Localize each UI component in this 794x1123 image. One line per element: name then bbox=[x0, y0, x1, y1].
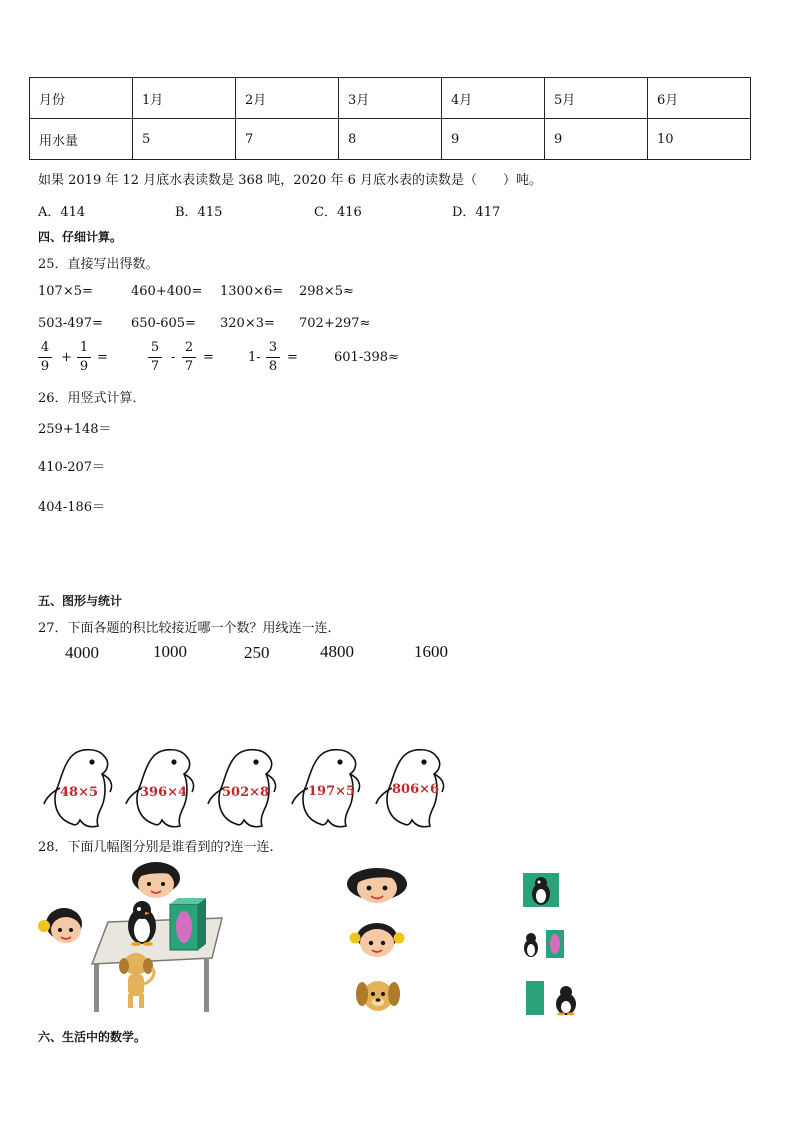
girl-face-icon bbox=[38, 908, 82, 943]
q25-expr: 460+400= bbox=[131, 284, 203, 299]
q25-expr: 107×5= bbox=[38, 284, 93, 299]
numerator: 4 bbox=[40, 340, 50, 355]
q24-option-b[interactable]: B．415 bbox=[175, 205, 223, 220]
table-cell: 6月 bbox=[648, 78, 751, 119]
table-cell: 8 bbox=[339, 119, 442, 160]
girl-face-icon[interactable] bbox=[349, 920, 405, 960]
table-cell: 4月 bbox=[442, 78, 545, 119]
q24-option-a[interactable]: A．414 bbox=[38, 205, 86, 220]
section-title: 六、生活中的数学。 bbox=[38, 1030, 147, 1044]
denominator: 8 bbox=[268, 359, 278, 374]
target-number[interactable]: 250 bbox=[244, 643, 270, 662]
table-cell: 月份 bbox=[30, 78, 133, 119]
table-cell: 2月 bbox=[236, 78, 339, 119]
fraction bbox=[77, 340, 91, 375]
boy-face-icon bbox=[132, 862, 180, 898]
fraction bbox=[182, 340, 196, 375]
table-row bbox=[30, 119, 751, 160]
table-cell: 9 bbox=[545, 119, 648, 160]
fraction bbox=[266, 340, 280, 375]
q28-title: 28．下面几幅图分别是谁看到的?连一连. bbox=[38, 840, 274, 855]
q26-title: 26．用竖式计算． bbox=[38, 391, 146, 406]
q27-title: 27．下面各题的积比较接近哪一个数？用线连一连． bbox=[38, 621, 341, 636]
numerator: 1 bbox=[79, 340, 89, 355]
table-cell: 10 bbox=[648, 119, 751, 160]
table-scene-illustration bbox=[36, 860, 226, 1020]
table-row bbox=[30, 78, 751, 119]
denominator: 7 bbox=[184, 359, 194, 374]
q25-expr: 298×5≈ bbox=[299, 284, 354, 299]
q25-expr: 650-605= bbox=[131, 316, 196, 331]
q26-item: 410-207＝ bbox=[38, 460, 106, 475]
target-number[interactable]: 1000 bbox=[153, 642, 187, 661]
view-penguin-front-icon[interactable] bbox=[522, 872, 560, 908]
q24-question: 如果 2019 年 12 月底水表读数是 368 吨，2020 年 6 月底水表的读数是（ ）吨。 bbox=[38, 173, 542, 188]
dolphin-expression[interactable]: 197×5 bbox=[308, 784, 356, 799]
q25-expr: 1300×6= bbox=[220, 284, 284, 299]
table-cell: 5 bbox=[133, 119, 236, 160]
operator: 1- bbox=[248, 350, 261, 365]
target-number[interactable]: 4000 bbox=[65, 643, 99, 662]
dog-face-icon[interactable] bbox=[355, 976, 401, 1016]
operator: + bbox=[61, 350, 72, 365]
q26-item: 404-186＝ bbox=[38, 500, 106, 515]
target-number[interactable]: 4800 bbox=[320, 642, 354, 661]
dolphin-expression[interactable]: 396×4 bbox=[140, 785, 188, 800]
section-title: 四、仔细计算。 bbox=[38, 230, 123, 244]
q24-option-d[interactable]: D．417 bbox=[452, 205, 501, 220]
numerator: 3 bbox=[268, 340, 278, 355]
denominator: 9 bbox=[79, 359, 89, 374]
denominator: 7 bbox=[150, 359, 160, 374]
table-cell: 9 bbox=[442, 119, 545, 160]
q25-expr: 320×3= bbox=[220, 316, 275, 331]
dog-icon bbox=[119, 953, 154, 1008]
q25-expr: 503-497= bbox=[38, 316, 103, 331]
section-title: 五、图形与统计 bbox=[38, 594, 123, 608]
numerator: 2 bbox=[184, 340, 194, 355]
boy-face-icon[interactable] bbox=[346, 866, 408, 906]
q25-expr: 702+297≈ bbox=[299, 316, 371, 331]
table-cell: 3月 bbox=[339, 78, 442, 119]
denominator: 9 bbox=[40, 359, 50, 374]
operator: - bbox=[171, 350, 176, 365]
numerator: 5 bbox=[150, 340, 160, 355]
dolphin-expression[interactable]: 502×8 bbox=[222, 785, 270, 800]
q25-expr: 601-398≈ bbox=[334, 350, 399, 365]
dolphin-expression[interactable]: 48×5 bbox=[60, 785, 99, 800]
table-cell: 用水量 bbox=[30, 119, 133, 160]
q26-item: 259+148＝ bbox=[38, 422, 112, 437]
q24-option-c[interactable]: C．416 bbox=[314, 205, 362, 220]
dolphin-expression[interactable]: 806×6 bbox=[392, 782, 440, 797]
view-box-penguin-icon[interactable] bbox=[524, 980, 582, 1016]
view-penguin-box-icon[interactable] bbox=[520, 928, 568, 960]
table-cell: 7 bbox=[236, 119, 339, 160]
q25-title: 25．直接写出得数。 bbox=[38, 257, 159, 272]
table-cell: 1月 bbox=[133, 78, 236, 119]
equals: = bbox=[287, 350, 298, 365]
fraction bbox=[38, 340, 52, 375]
equals: = bbox=[203, 350, 214, 365]
water-usage-table bbox=[29, 77, 751, 160]
fraction bbox=[148, 340, 162, 375]
target-number[interactable]: 1600 bbox=[414, 642, 448, 661]
table-cell: 5月 bbox=[545, 78, 648, 119]
equals: = bbox=[97, 350, 108, 365]
